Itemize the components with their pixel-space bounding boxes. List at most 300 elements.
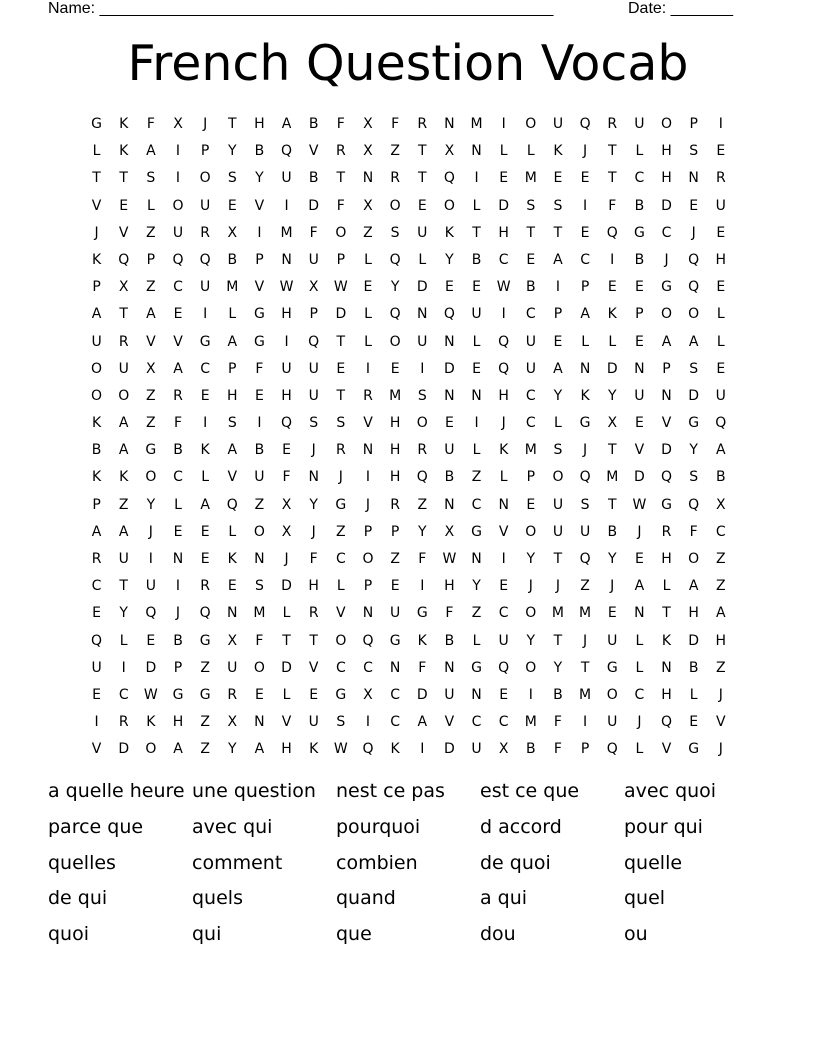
grid-letter: B: [308, 170, 319, 187]
grid-letter: A: [417, 714, 428, 731]
grid-letter: T: [309, 632, 318, 649]
grid-letter: S: [689, 469, 699, 486]
grid-letter: T: [417, 170, 427, 187]
grid-letter: U: [389, 605, 401, 622]
grid-letter: S: [336, 714, 346, 731]
grid-letter: U: [200, 279, 211, 296]
grid-letter: L: [716, 333, 725, 350]
grid-letter: X: [444, 523, 455, 540]
grid-letter: E: [146, 632, 156, 649]
grid-letter: X: [363, 116, 373, 132]
grid-letter: S: [526, 197, 536, 214]
grid-letter: D: [688, 387, 700, 404]
grid-letter: L: [418, 251, 427, 268]
grid-letter: H: [688, 605, 699, 622]
grid-letter: Z: [417, 496, 428, 513]
grid-letter: B: [444, 632, 455, 649]
grid-letter: N: [471, 387, 482, 404]
grid-letter: U: [172, 224, 184, 241]
grid-letter: G: [91, 116, 102, 132]
grid-letter: X: [146, 360, 156, 377]
grid-letter: L: [92, 143, 101, 160]
grid-letter: Y: [472, 578, 481, 595]
grid-letter: U: [91, 659, 102, 676]
grid-row: [83, 274, 735, 301]
grid-letter: Y: [146, 496, 156, 513]
grid-row: [83, 301, 735, 328]
grid-letter: Q: [226, 496, 238, 513]
grid-letter: J: [637, 523, 642, 540]
grid-letter: O: [145, 741, 157, 758]
word-bank-item: parce que: [48, 815, 144, 838]
grid-letter: E: [526, 496, 536, 513]
grid-letter: X: [363, 197, 373, 214]
grid-letter: P: [92, 279, 101, 296]
grid-letter: D: [661, 197, 672, 214]
grid-letter: N: [254, 714, 265, 731]
grid-letter: I: [175, 143, 181, 160]
grid-letter: N: [362, 442, 374, 459]
word-bank-item: est ce que: [480, 780, 580, 802]
word-search-grid: [83, 111, 735, 764]
grid-letter: E: [716, 143, 726, 160]
grid-letter: T: [336, 333, 346, 350]
word-bank-item: que: [336, 923, 372, 946]
word-bank-item: d accord: [480, 815, 562, 838]
grid-letter: I: [365, 469, 371, 486]
grid-letter: N: [634, 360, 645, 377]
grid-letter: B: [173, 632, 183, 649]
word-bank-item: une question: [192, 780, 316, 802]
grid-letter: L: [472, 333, 481, 350]
grid-letter: Q: [389, 306, 401, 323]
grid-letter: L: [364, 251, 372, 268]
grid-row: [83, 356, 735, 383]
grid-letter: X: [173, 116, 183, 132]
grid-letter: C: [580, 251, 590, 268]
grid-letter: E: [580, 170, 590, 187]
grid-letter: B: [716, 469, 726, 486]
grid-letter: V: [336, 605, 346, 622]
grid-letter: R: [308, 605, 319, 622]
word-bank-item: qui: [192, 923, 222, 946]
grid-letter: P: [363, 523, 373, 540]
grid-letter: H: [172, 714, 184, 731]
grid-letter: E: [282, 442, 291, 459]
grid-letter: I: [555, 279, 561, 296]
grid-letter: C: [471, 714, 482, 731]
grid-letter: I: [583, 714, 588, 731]
grid-letter: J: [637, 714, 642, 731]
grid-letter: N: [254, 551, 265, 567]
grid-letter: F: [445, 605, 454, 622]
grid-letter: Q: [281, 415, 293, 432]
grid-letter: Q: [118, 251, 130, 268]
grid-letter: Q: [498, 360, 510, 377]
grid-letter: Q: [362, 741, 374, 758]
grid-letter: Y: [119, 605, 128, 622]
grid-letter: J: [365, 496, 371, 513]
grid-letter: E: [92, 686, 101, 703]
grid-letter: O: [172, 197, 184, 214]
grid-letter: S: [417, 387, 427, 404]
grid-letter: M: [389, 387, 402, 404]
grid-letter: E: [173, 523, 183, 540]
grid-letter: D: [145, 659, 157, 676]
grid-letter: A: [716, 605, 726, 622]
grid-letter: N: [444, 387, 455, 404]
grid-letter: Q: [443, 170, 455, 187]
grid-letter: T: [526, 224, 536, 241]
grid-letter: Q: [715, 415, 727, 432]
grid-letter: C: [335, 659, 346, 676]
grid-letter: F: [282, 469, 291, 486]
grid-letter: O: [525, 116, 537, 132]
grid-letter: V: [173, 333, 183, 350]
word-bank-item: pourquoi: [336, 815, 421, 838]
grid-letter: S: [146, 170, 156, 187]
grid-letter: W: [143, 686, 158, 703]
grid-letter: A: [118, 415, 129, 432]
grid-letter: F: [309, 224, 318, 241]
grid-letter: C: [525, 415, 536, 432]
word-bank-item: ou: [624, 923, 648, 946]
grid-row: [83, 736, 735, 763]
grid-letter: I: [718, 116, 723, 132]
grid-letter: S: [390, 224, 400, 241]
grid-letter: V: [146, 333, 156, 350]
grid-letter: A: [716, 442, 726, 459]
grid-letter: U: [634, 116, 645, 132]
grid-letter: Z: [471, 469, 482, 486]
grid-letter: T: [92, 170, 101, 187]
word-bank-item: a quelle heure: [48, 780, 185, 802]
grid-letter: O: [91, 387, 103, 404]
grid-letter: I: [284, 333, 289, 350]
grid-letter: H: [498, 224, 509, 241]
grid-letter: A: [91, 306, 102, 323]
grid-letter: G: [606, 659, 618, 676]
grid-letter: R: [335, 442, 346, 459]
grid-letter: F: [146, 116, 155, 132]
word-bank-item: pour qui: [624, 815, 703, 838]
grid-letter: L: [608, 333, 617, 350]
grid-letter: I: [175, 170, 181, 187]
grid-letter: S: [580, 496, 590, 513]
grid-letter: S: [553, 442, 563, 459]
grid-letter: I: [365, 714, 371, 731]
grid-letter: M: [579, 686, 592, 703]
grid-letter: U: [281, 360, 292, 377]
grid-letter: S: [227, 170, 237, 187]
grid-letter: J: [94, 224, 99, 241]
grid-letter: J: [203, 116, 208, 132]
grid-letter: T: [119, 170, 128, 187]
grid-letter: C: [498, 714, 509, 731]
grid-letter: E: [472, 360, 481, 377]
grid-letter: L: [499, 143, 508, 160]
grid-letter: Q: [308, 333, 320, 350]
grid-letter: V: [498, 523, 509, 540]
grid-letter: Q: [91, 632, 103, 649]
grid-letter: O: [118, 387, 130, 404]
grid-letter: U: [118, 551, 129, 567]
grid-letter: Q: [688, 496, 700, 513]
grid-letter: R: [417, 442, 428, 459]
grid-letter: H: [661, 686, 672, 703]
grid-letter: L: [635, 659, 644, 676]
grid-letter: K: [309, 741, 319, 758]
grid-letter: G: [253, 333, 265, 350]
grid-row: [83, 492, 735, 519]
grid-letter: J: [583, 143, 588, 160]
grid-letter: N: [362, 170, 374, 187]
grid-letter: P: [580, 741, 590, 758]
grid-letter: E: [472, 279, 481, 296]
grid-letter: Q: [606, 741, 618, 758]
grid-letter: U: [634, 387, 645, 404]
grid-letter: L: [364, 333, 372, 350]
grid-letter: I: [365, 360, 371, 377]
grid-letter: C: [173, 279, 183, 296]
grid-letter: H: [389, 415, 401, 432]
grid-letter: O: [91, 360, 103, 377]
grid-letter: P: [228, 360, 237, 377]
grid-letter: L: [689, 686, 698, 703]
grid-letter: R: [417, 116, 428, 132]
grid-letter: P: [580, 279, 590, 296]
grid-letter: B: [173, 442, 183, 459]
grid-letter: J: [555, 578, 561, 595]
grid-letter: Q: [498, 659, 510, 676]
grid-letter: K: [417, 632, 427, 649]
grid-letter: U: [308, 714, 319, 731]
grid-letter: W: [333, 741, 348, 758]
grid-letter: H: [661, 143, 672, 160]
grid-letter: H: [281, 387, 292, 404]
grid-letter: Q: [199, 605, 211, 622]
grid-letter: C: [91, 578, 102, 595]
grid-letter: A: [118, 523, 129, 540]
grid-letter: X: [498, 741, 509, 758]
grid-letter: E: [607, 279, 617, 296]
grid-letter: L: [635, 741, 644, 758]
grid-letter: N: [471, 551, 482, 567]
grid-letter: E: [309, 686, 319, 703]
word-bank-item: de quoi: [480, 851, 551, 874]
grid-letter: K: [390, 741, 400, 758]
grid-letter: I: [420, 741, 425, 758]
grid-letter: W: [442, 551, 457, 567]
grid-letter: U: [552, 523, 564, 540]
grid-letter: P: [526, 469, 536, 486]
grid-letter: D: [444, 741, 455, 758]
grid-letter: L: [716, 306, 725, 323]
grid-letter: V: [227, 469, 238, 486]
grid-letter: P: [553, 306, 563, 323]
grid-letter: H: [715, 251, 727, 268]
grid-letter: S: [336, 415, 346, 432]
grid-letter: U: [145, 578, 156, 595]
grid-letter: M: [606, 469, 619, 486]
grid-letter: Y: [227, 741, 237, 758]
grid-letter: B: [308, 116, 319, 132]
grid-row: [83, 193, 735, 220]
grid-letter: Z: [716, 578, 726, 595]
grid-letter: U: [444, 686, 455, 703]
grid-letter: O: [525, 605, 537, 622]
grid-row: [83, 709, 735, 736]
grid-letter: V: [444, 714, 455, 731]
grid-letter: J: [311, 442, 316, 459]
grid-letter: Y: [227, 143, 237, 160]
grid-letter: X: [308, 279, 319, 296]
grid-letter: Y: [607, 387, 617, 404]
grid-letter: Y: [445, 251, 454, 268]
grid-letter: O: [253, 523, 265, 540]
grid-letter: D: [688, 632, 700, 649]
header: [48, 0, 768, 20]
grid-letter: K: [553, 143, 563, 160]
word-bank-item: combien: [336, 851, 418, 874]
grid-letter: C: [390, 686, 400, 703]
word-bank-item: a qui: [480, 887, 528, 910]
grid-letter: E: [716, 279, 726, 296]
grid-letter: D: [335, 306, 347, 323]
grid-letter: I: [284, 197, 289, 214]
grid-letter: A: [634, 578, 645, 595]
grid-letter: Q: [145, 605, 157, 622]
grid-letter: T: [336, 170, 346, 187]
grid-letter: F: [553, 741, 562, 758]
grid-letter: I: [203, 415, 208, 432]
grid-letter: N: [444, 496, 455, 513]
grid-letter: G: [335, 496, 347, 513]
grid-letter: J: [583, 442, 588, 459]
grid-letter: G: [145, 442, 157, 459]
grid-letter: M: [579, 605, 592, 622]
grid-letter: F: [689, 523, 698, 540]
grid-letter: Q: [281, 143, 293, 160]
grid-letter: K: [499, 442, 509, 459]
grid-letter: N: [362, 605, 374, 622]
grid-letter: E: [553, 333, 563, 350]
grid-letter: F: [255, 360, 264, 377]
grid-letter: Z: [471, 605, 482, 622]
grid-letter: E: [607, 605, 617, 622]
grid-letter: C: [118, 686, 129, 703]
grid-letter: R: [200, 578, 210, 595]
grid-letter: L: [472, 442, 481, 459]
grid-letter: C: [335, 551, 346, 567]
grid-letter: G: [389, 632, 401, 649]
grid-letter: I: [501, 551, 506, 567]
grid-letter: E: [444, 415, 454, 432]
grid-letter: L: [472, 197, 481, 214]
grid-letter: B: [91, 442, 102, 459]
grid-letter: K: [119, 143, 129, 160]
grid-row: [83, 329, 735, 356]
grid-letter: A: [580, 306, 590, 323]
grid-letter: C: [498, 605, 509, 622]
grid-letter: T: [553, 632, 563, 649]
grid-letter: R: [227, 686, 238, 703]
grid-letter: D: [606, 360, 618, 377]
grid-letter: N: [444, 333, 455, 350]
grid-letter: B: [227, 251, 238, 268]
grid-letter: L: [635, 632, 644, 649]
grid-letter: I: [257, 415, 262, 432]
grid-letter: L: [581, 333, 589, 350]
grid-letter: U: [227, 659, 238, 676]
grid-letter: U: [579, 523, 591, 540]
grid-letter: T: [607, 170, 617, 187]
grid-letter: Q: [498, 333, 510, 350]
grid-letter: G: [579, 415, 591, 432]
grid-row: [83, 410, 735, 437]
grid-letter: U: [525, 360, 536, 377]
grid-letter: B: [254, 143, 265, 160]
word-bank-item: quels: [192, 887, 243, 910]
grid-letter: A: [173, 360, 183, 377]
grid-letter: C: [715, 523, 726, 540]
grid-letter: Y: [553, 659, 563, 676]
grid-letter: S: [689, 360, 699, 377]
grid-letter: X: [363, 143, 373, 160]
grid-letter: Q: [199, 251, 211, 268]
grid-letter: Y: [417, 523, 427, 540]
word-bank-item: avec quoi: [624, 780, 717, 802]
grid-letter: I: [474, 415, 479, 432]
grid-letter: A: [688, 578, 699, 595]
grid-letter: N: [471, 686, 482, 703]
grid-letter: A: [146, 143, 156, 160]
grid-letter: P: [173, 659, 183, 676]
grid-letter: T: [607, 143, 617, 160]
grid-letter: Z: [146, 224, 156, 241]
grid-letter: V: [363, 415, 373, 432]
date-field-label: Date: _______: [628, 0, 733, 17]
grid-letter: A: [553, 251, 563, 268]
grid-letter: U: [498, 632, 509, 649]
grid-row: [83, 519, 735, 546]
grid-letter: E: [444, 279, 454, 296]
grid-letter: M: [551, 605, 564, 622]
grid-letter: E: [227, 578, 237, 595]
grid-letter: J: [311, 523, 316, 540]
word-bank-item: dou: [480, 923, 516, 946]
grid-letter: N: [471, 143, 482, 160]
grid-letter: F: [255, 632, 264, 649]
grid-letter: G: [633, 224, 645, 241]
grid-letter: V: [308, 659, 319, 676]
grid-letter: K: [91, 415, 102, 432]
grid-letter: Z: [200, 659, 210, 676]
grid-letter: T: [119, 306, 128, 323]
grid-letter: N: [579, 360, 591, 377]
grid-letter: V: [254, 197, 265, 214]
grid-row: [83, 383, 735, 410]
grid-letter: X: [227, 632, 238, 649]
grid-letter: X: [227, 224, 238, 241]
grid-letter: Y: [553, 387, 563, 404]
grid-letter: L: [336, 578, 345, 595]
grid-letter: E: [499, 686, 509, 703]
grid-letter: A: [118, 442, 129, 459]
grid-letter: P: [146, 251, 156, 268]
grid-letter: T: [553, 551, 563, 567]
grid-letter: Q: [172, 251, 184, 268]
